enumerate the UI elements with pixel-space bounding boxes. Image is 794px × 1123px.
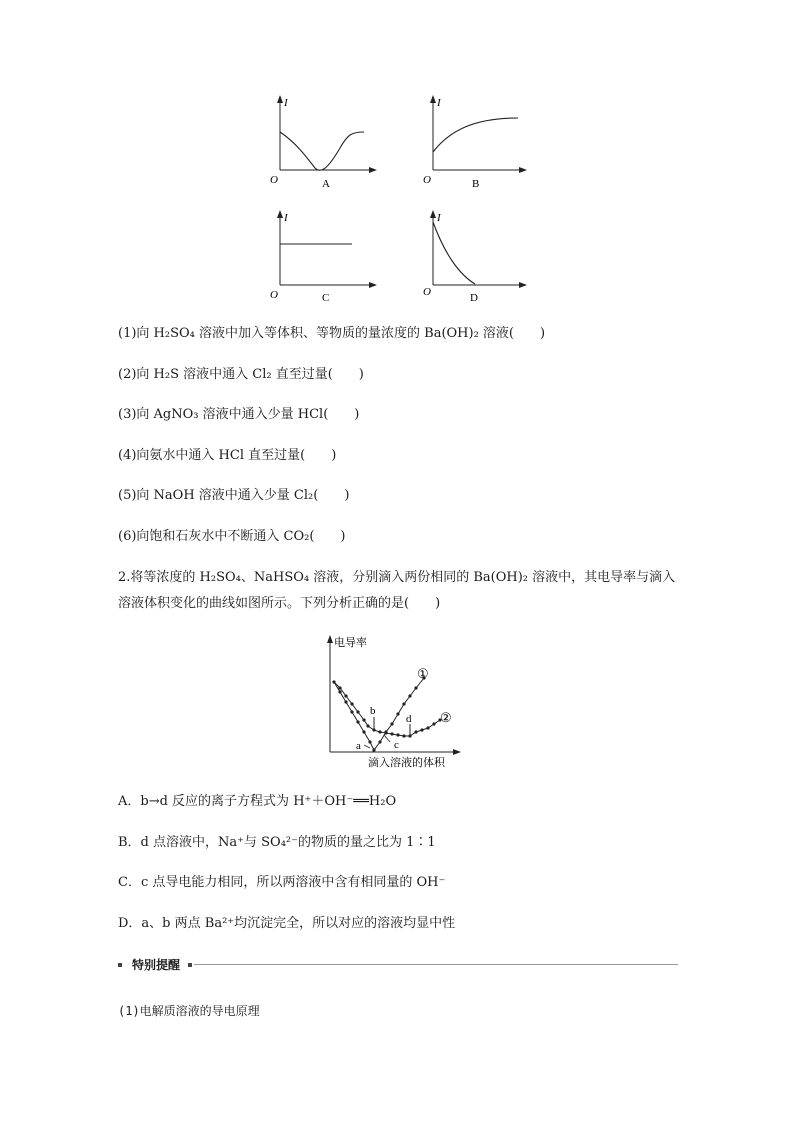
conductivity-ylabel: 电导率 — [334, 637, 367, 649]
tip-title: 特别提醒 — [132, 958, 181, 972]
option-d: D．a、b 两点 Ba²⁺均沉淀完全，所以对应的溶液均显中性 — [118, 916, 456, 931]
tip-header — [118, 956, 678, 974]
tip-left-square — [118, 963, 122, 967]
question-1: (1)向 H₂SO₄ 溶液中加入等体积、等物质的量浓度的 Ba(OH)₂ 溶液( ) — [118, 326, 546, 341]
point-a-label: a — [356, 740, 361, 752]
graph-d-origin: O — [423, 286, 431, 298]
graph-a-origin: O — [270, 174, 278, 186]
curve-2-points — [338, 686, 441, 737]
graph-a-label: A — [322, 178, 330, 190]
conductivity-figure — [318, 632, 468, 772]
graph-b — [423, 95, 527, 190]
graph-b-label: B — [472, 178, 480, 190]
question-4: (4)向氨水中通入 HCl 直至过量( ) — [118, 448, 337, 463]
tip-item-1: (1)电解质溶液的导电原理 — [118, 1004, 260, 1018]
graph-d — [423, 210, 527, 304]
curve-2-label: ② — [440, 710, 452, 725]
graph-d-label: D — [470, 292, 478, 304]
tip-divider — [194, 964, 678, 965]
graph-a-y-label: I — [284, 97, 288, 109]
graph-b-y-label: I — [437, 97, 441, 109]
question-6: (6)向饱和石灰水中不断通入 CO₂( ) — [118, 529, 346, 544]
graphs-figure — [260, 90, 540, 310]
graph-d-y-label: I — [437, 212, 441, 224]
graph-c-origin: O — [270, 289, 278, 301]
point-d-label: d — [406, 713, 412, 725]
point-c-label: c — [394, 739, 399, 751]
graph-a — [270, 95, 377, 190]
option-a: A．b→d 反应的离子方程式为 H⁺＋OH⁻══H₂O — [118, 794, 397, 809]
graph-c-label: C — [322, 292, 330, 304]
problem-2-stem: 2.将等浓度的 H₂SO₄、NaHSO₄ 溶液，分别滴入两份相同的 Ba(OH)₂ 溶液中，其电导率与滴入溶液体积变化的曲线如图所示。下列分析正确的是( ) — [118, 570, 676, 611]
tip-right-square — [188, 963, 192, 967]
option-b: B．d 点溶液中，Na⁺与 SO₄²⁻的物质的量之比为 1∶1 — [118, 835, 436, 850]
question-5: (5)向 NaOH 溶液中通入少量 Cl₂( ) — [118, 488, 350, 503]
curve-1-label: ① — [417, 666, 429, 681]
curve-1-points — [332, 676, 425, 751]
point-b-label: b — [370, 705, 376, 717]
question-3: (3)向 AgNO₃ 溶液中通入少量 HCl( ) — [118, 407, 360, 422]
question-2: (2)向 H₂S 溶液中通入 Cl₂ 直至过量( ) — [118, 367, 364, 382]
graph-b-origin: O — [423, 174, 431, 186]
graph-c — [270, 210, 377, 304]
graph-c-y-label: I — [284, 212, 288, 224]
conductivity-xlabel: 滴入溶液的体积 — [368, 757, 445, 769]
option-c: C．c 点导电能力相同，所以两溶液中含有相同量的 OH⁻ — [118, 875, 446, 890]
